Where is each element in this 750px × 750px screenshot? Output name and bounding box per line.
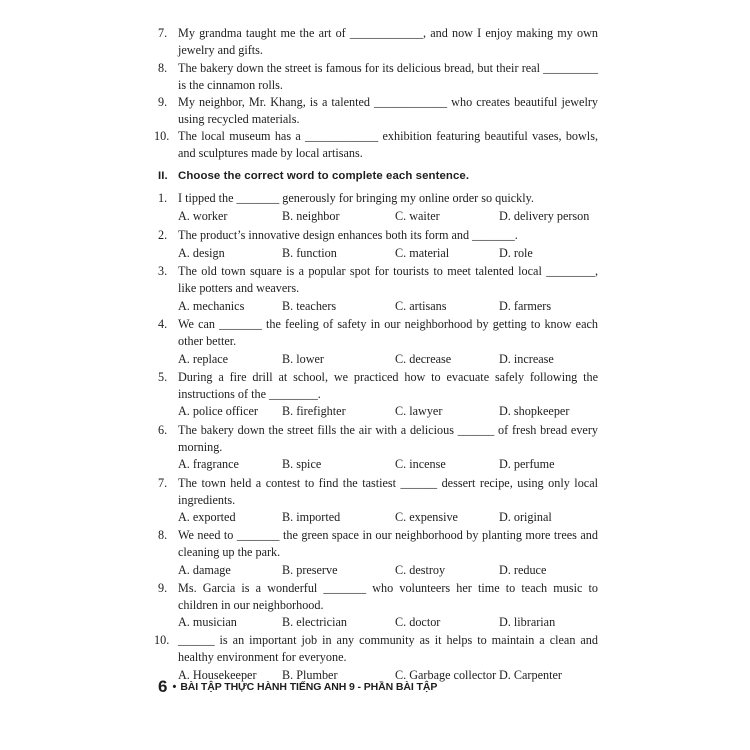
option-d: D. farmers (499, 299, 552, 313)
question-number: 10. (154, 633, 170, 647)
question-number: 6. (158, 423, 168, 437)
option-c: C. expensive (395, 510, 458, 524)
question-number: 9. (158, 581, 168, 595)
option-d: D. delivery person (499, 209, 590, 223)
option-c: C. material (395, 246, 450, 260)
question-part1-9 (158, 94, 598, 127)
option-b: B. Plumber (282, 668, 338, 682)
option-d: D. role (499, 246, 533, 260)
question-number: 7. (158, 476, 168, 490)
question-text: The product’s innovative design enhances both its form and _______. (178, 228, 518, 242)
option-b: B. electrician (282, 615, 347, 629)
question-number: 4. (158, 317, 168, 331)
options-9 (178, 614, 618, 630)
question-3 (158, 263, 598, 296)
option-b: B. preserve (282, 563, 338, 577)
question-text: The old town square is a popular spot for tourists to meet talented local ________, like potters and weavers. (178, 264, 598, 295)
option-a: A. fragrance (178, 457, 239, 471)
option-b: B. firefighter (282, 404, 346, 418)
section-heading (158, 170, 469, 182)
question-text: The local museum has a ____________ exhibition featuring beautiful vases, bowls, and sculptures made by local artisans. (178, 129, 598, 160)
question-2 (158, 227, 598, 244)
question-text: We can _______ the feeling of safety in our neighborhood by getting to know each other better. (178, 317, 598, 348)
page-footer (158, 676, 437, 698)
options-3 (178, 298, 618, 314)
question-number: 5. (158, 370, 168, 384)
option-a: A. Housekeeper (178, 668, 257, 682)
option-a: A. exported (178, 510, 236, 524)
options-4 (178, 351, 618, 367)
question-number: 9. (158, 95, 168, 109)
option-d: D. shopkeeper (499, 404, 570, 418)
question-text: During a fire drill at school, we practiced how to evacuate safely following the instructions of the ________. (178, 370, 598, 401)
question-number: 8. (158, 528, 168, 542)
option-b: B. teachers (282, 299, 337, 313)
question-number: 7. (158, 26, 168, 40)
option-c: C. destroy (395, 563, 446, 577)
question-number: 10. (154, 129, 170, 143)
option-a: A. mechanics (178, 299, 245, 313)
question-4 (158, 316, 598, 349)
options-1 (178, 208, 618, 224)
question-7 (158, 475, 598, 508)
option-c: C. decrease (395, 352, 452, 366)
question-9 (158, 580, 598, 613)
option-c: C. artisans (395, 299, 447, 313)
section-title: Choose the correct word to complete each sentence. (178, 170, 470, 182)
option-b: B. function (282, 246, 337, 260)
option-c: C. lawyer (395, 404, 443, 418)
option-d: D. original (499, 510, 552, 524)
question-text: The bakery down the street fills the air with a delicious ______ of fresh bread every morning. (178, 423, 598, 454)
option-d: D. increase (499, 352, 554, 366)
option-b: B. lower (282, 352, 324, 366)
question-8 (158, 527, 598, 560)
option-a: A. design (178, 246, 225, 260)
options-7 (178, 509, 618, 525)
option-d: D. reduce (499, 563, 547, 577)
question-part1-8 (158, 60, 598, 93)
option-a: A. worker (178, 209, 228, 223)
options-6 (178, 456, 618, 472)
question-text: We need to _______ the green space in our neighborhood by planting more trees and cleaning up the park. (178, 528, 598, 559)
question-number: 8. (158, 61, 168, 75)
page-number: 6 (158, 677, 168, 696)
question-number: 3. (158, 264, 168, 278)
option-a: A. damage (178, 563, 231, 577)
question-text: Ms. Garcia is a wonderful _______ who volunteers her time to teach music to children in our neighborhood. (178, 581, 598, 612)
question-text: ______ is an important job in any community as it helps to maintain a clean and healthy environment for everyone. (178, 633, 598, 664)
option-c: C. incense (395, 457, 446, 471)
question-5 (158, 369, 598, 402)
question-text: My neighbor, Mr. Khang, is a talented ____________ who creates beautiful jewelry using recycled materials. (178, 95, 598, 126)
options-5 (178, 403, 618, 419)
question-text: I tipped the _______ generously for bringing my online order so quickly. (178, 191, 534, 205)
option-a: A. musician (178, 615, 237, 629)
question-part1-7 (158, 25, 598, 58)
option-a: A. police officer (178, 404, 258, 418)
option-d: D. librarian (499, 615, 556, 629)
question-number: 1. (158, 191, 168, 205)
question-part1-10 (154, 128, 598, 161)
option-d: D. perfume (499, 457, 555, 471)
question-text: My grandma taught me the art of ____________, and now I enjoy making my own jewelry and gifts. (178, 26, 598, 57)
question-text: The bakery down the street is famous for its delicious bread, but their real _________ is the cinnamon rolls. (178, 61, 598, 92)
question-6 (158, 422, 598, 455)
option-b: B. spice (282, 457, 322, 471)
option-c: C. Garbage collector (395, 668, 497, 682)
section-number: II. (158, 170, 168, 182)
question-1 (158, 190, 598, 207)
option-a: A. replace (178, 352, 229, 366)
option-b: B. imported (282, 510, 341, 524)
options-2 (178, 245, 618, 261)
question-number: 2. (158, 228, 168, 242)
bullet-separator: • (172, 681, 177, 693)
book-title: BÀI TẬP THỰC HÀNH TIẾNG ANH 9 - PHẦN BÀI TẬP (180, 681, 438, 693)
option-d: D. Carpenter (499, 668, 562, 682)
question-text: The town held a contest to find the tastiest ______ dessert recipe, using only local ingredients. (178, 476, 598, 507)
options-8 (178, 562, 618, 578)
option-c: C. doctor (395, 615, 441, 629)
question-10 (154, 632, 598, 665)
option-b: B. neighbor (282, 209, 340, 223)
option-c: C. waiter (395, 209, 440, 223)
